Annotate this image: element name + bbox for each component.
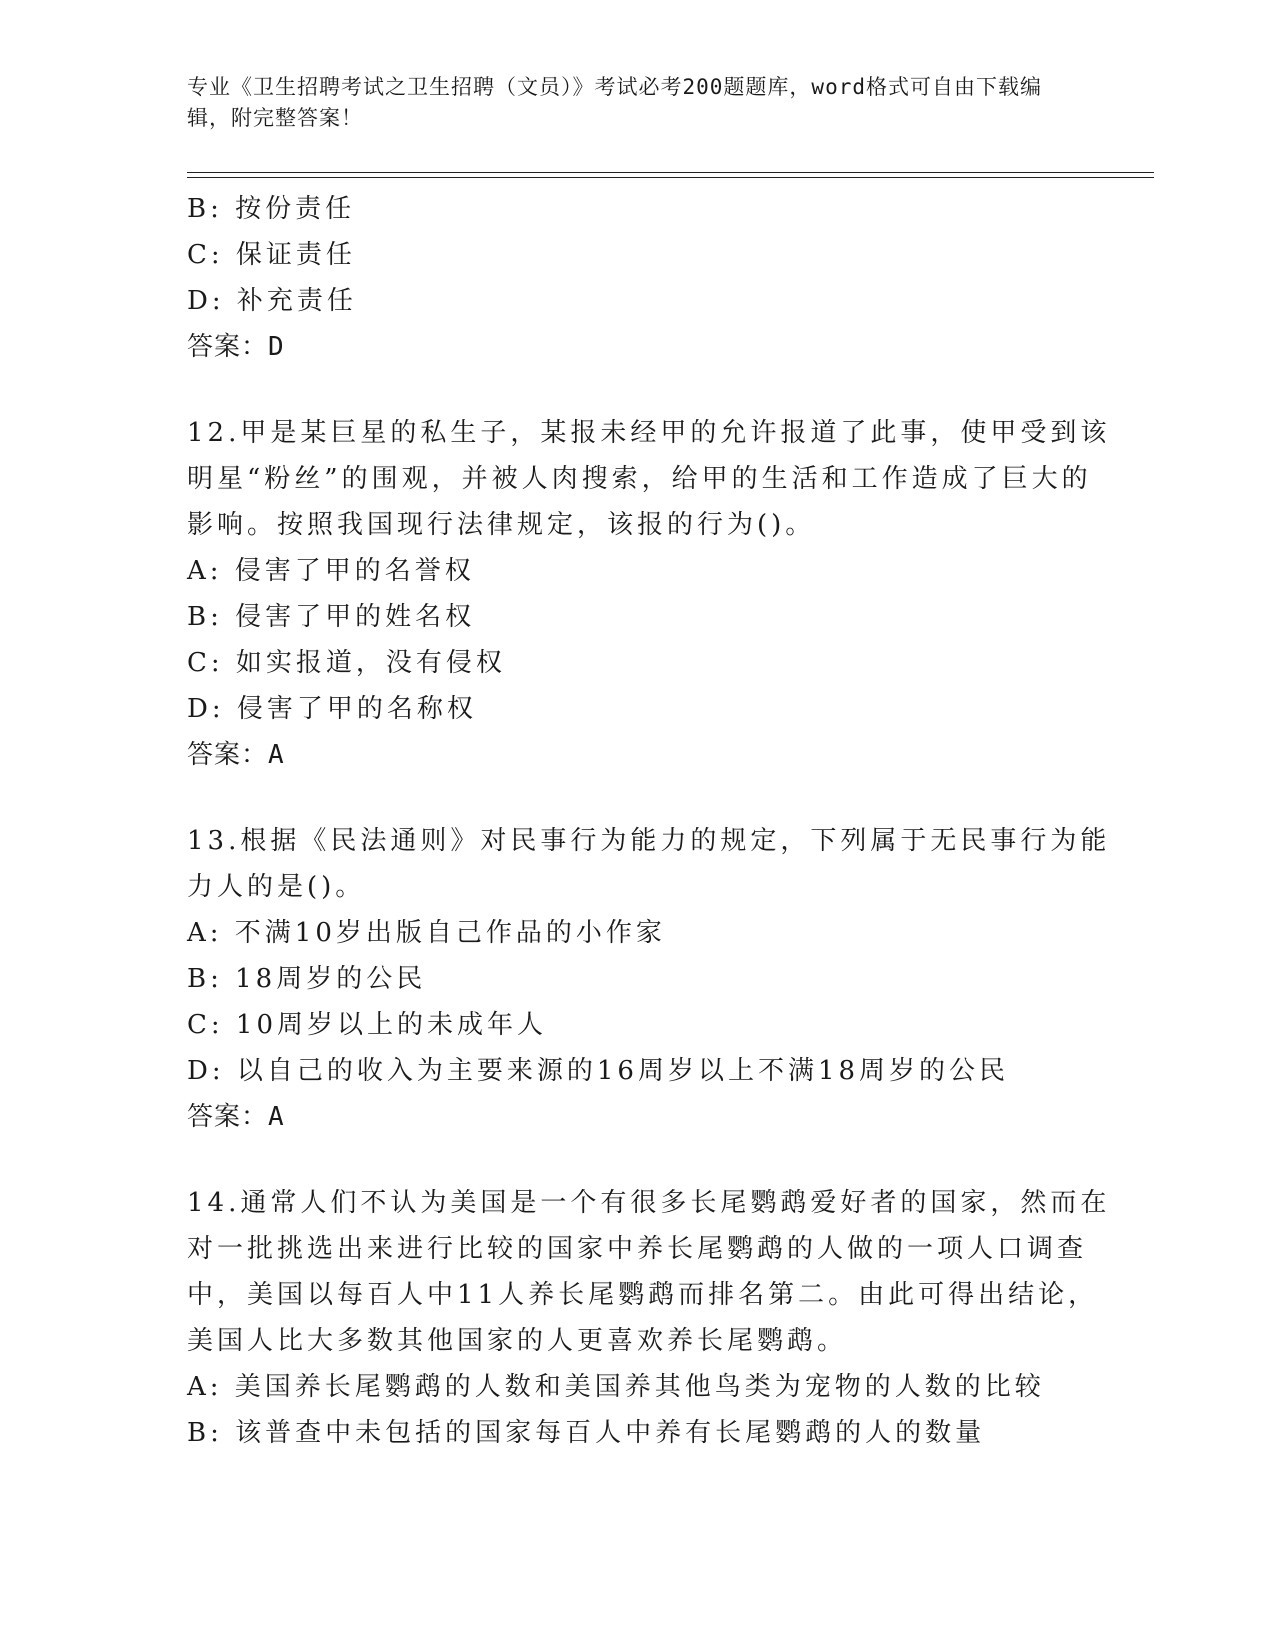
option-b: B: 按份责任 [187, 194, 356, 224]
question-12 [187, 410, 1117, 778]
question-stem: 14.通常人们不认为美国是一个有很多长尾鹦鹉爱好者的国家，然而在对一批挑选出来进行比较的国家中养长尾鹦鹉的人做的一项人口调查中，美国以每百人中11人养长尾鹦鹉而排名第二。由此可得出结论，美国人比大多数其他国家的人更喜欢养长尾鹦鹉。 [187, 1188, 1111, 1356]
document-header: 专业《卫生招聘考试之卫生招聘（文员）》考试必考200题题库，word格式可自由下载编辑，附完整答案！ [187, 75, 1042, 130]
option-a: A: 美国养长尾鹦鹉的人数和美国养其他鸟类为宠物的人数的比较 [187, 1372, 1045, 1402]
answer-line: 答案：A [187, 1102, 285, 1132]
option-c: C: 10周岁以上的未成年人 [187, 1010, 548, 1040]
answer-line: 答案：A [187, 740, 285, 770]
option-c: C: 保证责任 [187, 240, 356, 270]
answer-line: 答案：D [187, 332, 285, 362]
option-b: B: 侵害了甲的姓名权 [187, 602, 476, 632]
question-content [187, 186, 1117, 1456]
question-13 [187, 818, 1117, 1140]
question-11-fragment [187, 186, 1117, 370]
question-stem: 12.甲是某巨星的私生子，某报未经甲的允许报道了此事，使甲受到该明星“粉丝”的围观，并被人肉搜索，给甲的生活和工作造成了巨大的影响。按照我国现行法律规定，该报的行为()。 [187, 418, 1111, 540]
option-b: B: 该普查中未包括的国家每百人中养有长尾鹦鹉的人的数量 [187, 1418, 986, 1448]
question-stem: 13.根据《民法通则》对民事行为能力的规定，下列属于无民事行为能力人的是()。 [187, 826, 1111, 902]
option-d: D: 侵害了甲的名称权 [187, 694, 477, 724]
option-d: D: 以自己的收入为主要来源的16周岁以上不满18周岁的公民 [187, 1056, 1010, 1086]
option-c: C: 如实报道，没有侵权 [187, 648, 506, 678]
header-rule-top [187, 172, 1154, 173]
header-rule-bottom [187, 177, 1154, 178]
question-14 [187, 1180, 1117, 1456]
option-a: A: 不满10岁出版自己作品的小作家 [187, 918, 666, 948]
option-a: A: 侵害了甲的名誉权 [187, 556, 475, 586]
option-d: D: 补充责任 [187, 286, 357, 316]
option-b: B: 18周岁的公民 [187, 964, 427, 994]
